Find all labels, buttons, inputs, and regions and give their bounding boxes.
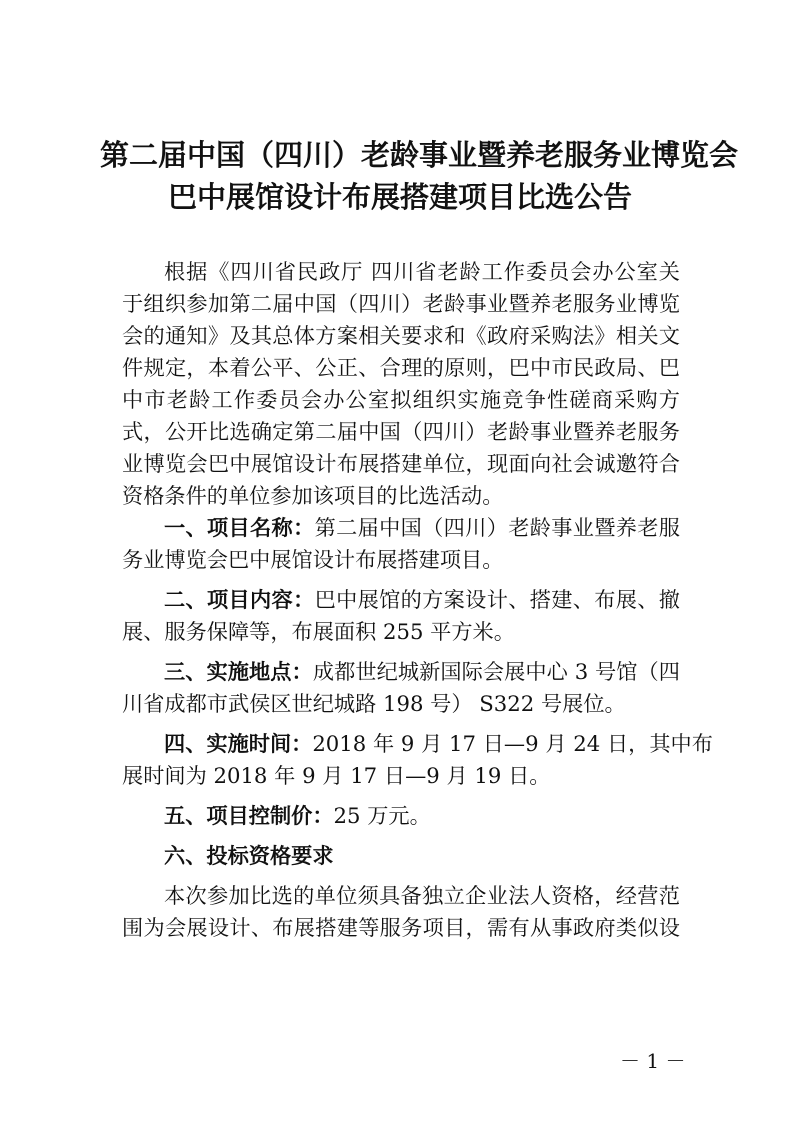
- section-5-line: [164, 801, 680, 831]
- intro-line-3: 会的通知》及其总体方案相关要求和《政府采购法》相关文: [122, 323, 680, 348]
- section-2-text-b: 展、服务保障等，布展面积 255 平方米。: [122, 619, 515, 644]
- section-1-text-b: 务业博览会巴中展馆设计布展搭建项目。: [122, 547, 504, 572]
- intro-line-8: 资格条件的单位参加该项目的比选活动。: [122, 483, 504, 508]
- intro-line-6: 式，公开比选确定第二届中国（四川）老龄事业暨养老服务: [122, 419, 680, 444]
- section-6-text-a: 本次参加比选的单位须具备独立企业法人资格，经营范: [164, 883, 680, 908]
- section-1-label: 一、项目名称：: [164, 515, 315, 540]
- document-title-line-2: 巴中展馆设计布展搭建项目比选公告: [167, 180, 632, 214]
- intro-line-2: 于组织参加第二届中国（四川）老龄事业暨养老服务业博览: [122, 291, 680, 316]
- section-6-text-b: 围为会展设计、布展搭建等服务项目，需有从事政府类似设: [122, 915, 680, 940]
- section-3-text-a: 成都世纪城新国际会展中心 3 号馆（四: [312, 659, 680, 684]
- section-1-text-a: 第二届中国（四川）老龄事业暨养老服: [314, 515, 680, 540]
- section-4-text-a: 2018 年 9 月 17 日—9 月 24 日，其中布: [312, 731, 713, 756]
- section-2-text-a: 巴中展馆的方案设计、搭建、布展、撤: [314, 587, 680, 612]
- section-4-line-1: [164, 729, 713, 759]
- section-4-text-b: 展时间为 2018 年 9 月 17 日—9 月 19 日。: [122, 763, 551, 788]
- section-5-label: 五、项目控制价：: [164, 803, 334, 828]
- section-3-line-1: [164, 657, 680, 687]
- section-4-label: 四、实施时间：: [164, 731, 313, 756]
- section-3-text-b: 川省成都市武侯区世纪城路 198 号） S322 号展位。: [122, 691, 626, 716]
- section-2-line-1: [164, 585, 680, 615]
- document-title-line-1: 第二届中国（四川）老龄事业暨养老服务业博览会: [100, 138, 739, 172]
- section-6-label: 六、投标资格要求: [164, 843, 334, 868]
- page-number: － 1 －: [620, 1049, 686, 1073]
- section-1-line-1: [164, 513, 680, 543]
- section-2-label: 二、项目内容：: [164, 587, 315, 612]
- section-5-text: 25 万元。: [333, 803, 431, 828]
- section-3-label: 三、实施地点：: [164, 659, 313, 684]
- intro-line-4: 件规定，本着公平、公正、合理的原则，巴中市民政局、巴: [122, 355, 680, 380]
- intro-line-5: 中市老龄工作委员会办公室拟组织实施竞争性磋商采购方: [122, 387, 680, 412]
- intro-line-1: 根据《四川省民政厅 四川省老龄工作委员会办公室关: [164, 259, 680, 284]
- intro-line-7: 业博览会巴中展馆设计布展搭建单位，现面向社会诚邀符合: [122, 451, 680, 476]
